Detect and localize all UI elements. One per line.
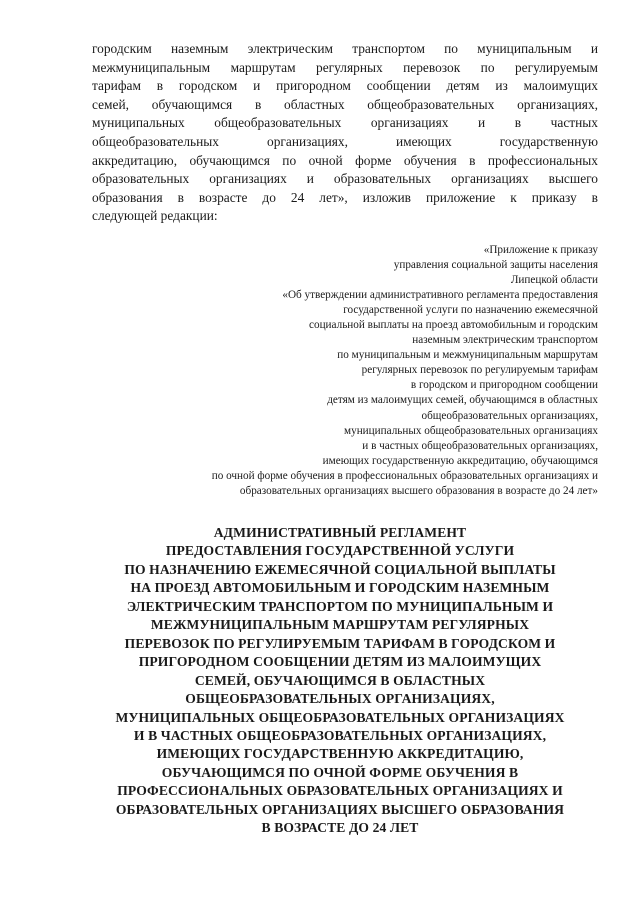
title-line: ПО НАЗНАЧЕНИЮ ЕЖЕМЕСЯЧНОЙ СОЦИАЛЬНОЙ ВЫПЛАТЫ — [124, 561, 556, 577]
title-line: ПРЕДОСТАВЛЕНИЯ ГОСУДАРСТВЕННОЙ УСЛУГИ — [165, 543, 515, 559]
title-line: ПРИГОРОДНОМ СООБЩЕНИИ ДЕТЯМ ИЗ МАЛОИМУЩИХ — [138, 654, 542, 670]
title-line: ОБУЧАЮЩИМСЯ ПО ОЧНОЙ ФОРМЕ ОБУЧЕНИЯ В — [161, 764, 519, 780]
appendix-line: и в частных общеобразовательных организациях, — [362, 439, 598, 452]
title-line: МЕЖМУНИЦИПАЛЬНЫМ МАРШРУТАМ РЕГУЛЯРНЫХ — [150, 617, 530, 633]
title-line: ИМЕЮЩИХ ГОСУДАРСТВЕННУЮ АККРЕДИТАЦИЮ, — [156, 746, 524, 762]
intro-line: семей, обучающимся в областных общеобразовательных организациях, — [92, 96, 598, 112]
title-line: ЭЛЕКТРИЧЕСКИМ ТРАНСПОРТОМ ПО МУНИЦИПАЛЬНЫМ И — [126, 598, 554, 614]
appendix-line: в городском и пригородном сообщении — [410, 379, 598, 392]
title-line: В ВОЗРАСТЕ ДО 24 ЛЕТ — [261, 820, 419, 836]
intro-line: тарифам в городском и пригородном сообщении детям из малоимущих — [92, 78, 598, 94]
appendix-line: регулярных перевозок по регулируемым тарифам — [361, 364, 598, 377]
appendix-line: государственной услуги по назначению ежемесячной — [343, 304, 598, 317]
intro-line: общеобразовательных организациях, имеющих государственную — [92, 133, 598, 149]
appendix-line: образовательных организациях высшего образования в возрасте до 24 лет» — [239, 484, 598, 497]
appendix-line: Липецкой области — [510, 274, 598, 287]
title-line: ПРОФЕССИОНАЛЬНЫХ ОБРАЗОВАТЕЛЬНЫХ ОРГАНИЗАЦИЯХ И — [117, 783, 563, 799]
appendix-line: «Об утверждении административного регламента предоставления — [282, 289, 598, 302]
appendix-line: муниципальных общеобразовательных организациях — [344, 424, 598, 437]
intro-line: аккредитацию, обучающимся по очной форме обучения в профессиональных — [92, 152, 598, 168]
title-line: АДМИНИСТРАТИВНЫЙ РЕГЛАМЕНТ — [213, 525, 467, 540]
intro-paragraph — [92, 40, 598, 226]
title-line: СЕМЕЙ, ОБУЧАЮЩИМСЯ В ОБЛАСТНЫХ — [194, 672, 486, 688]
appendix-line: социальной выплаты на проезд автомобильным и городским — [309, 319, 598, 332]
title-line: ОБЩЕОБРАЗОВАТЕЛЬНЫХ ОРГАНИЗАЦИЯХ, — [185, 691, 495, 707]
intro-line: образования в возрасте до 24 лет», изложив приложение к приказу в — [92, 189, 598, 205]
title-line: И В ЧАСТНЫХ ОБЩЕОБРАЗОВАТЕЛЬНЫХ ОРГАНИЗАЦИЯХ, — [133, 727, 547, 743]
title-line: ОБРАЗОВАТЕЛЬНЫХ ОРГАНИЗАЦИЯХ ВЫСШЕГО ОБРАЗОВАНИЯ — [115, 801, 565, 817]
appendix-line: детям из малоимущих семей, обучающимся в областных — [327, 394, 598, 407]
intro-line: следующей редакции: — [92, 208, 218, 224]
appendix-line: по муниципальным и межмуниципальным маршрутам — [337, 349, 598, 362]
title-line: МУНИЦИПАЛЬНЫХ ОБЩЕОБРАЗОВАТЕЛЬНЫХ ОРГАНИЗАЦИЯХ — [115, 709, 565, 725]
intro-line: образовательных организациях и образовательных организациях высшего — [92, 171, 598, 187]
intro-line: межмуниципальным маршрутам регулярных перевозок по регулируемым — [92, 59, 598, 75]
appendix-line: наземным электрическим транспортом — [412, 334, 598, 347]
appendix-line: общеобразовательных организациях, — [421, 409, 598, 422]
intro-line: городским наземным электрическим транспортом по муниципальным и — [92, 41, 598, 56]
appendix-line: управления социальной защиты населения — [393, 259, 598, 272]
appendix-line: имеющих государственную аккредитацию, обучающимся — [322, 454, 598, 467]
appendix-line: по очной форме обучения в профессиональных образовательных организациях и — [211, 469, 598, 482]
appendix-header-block — [78, 243, 598, 499]
appendix-line: «Приложение к приказу — [483, 244, 598, 256]
title-line: НА ПРОЕЗД АВТОМОБИЛЬНЫМ И ГОРОДСКИМ НАЗЕМНЫМ — [130, 580, 550, 596]
document-title — [60, 524, 620, 838]
intro-line: муниципальных общеобразовательных организациях и в частных — [92, 115, 598, 131]
title-line: ПЕРЕВОЗОК ПО РЕГУЛИРУЕМЫМ ТАРИФАМ В ГОРОДСКОМ И — [124, 635, 556, 651]
